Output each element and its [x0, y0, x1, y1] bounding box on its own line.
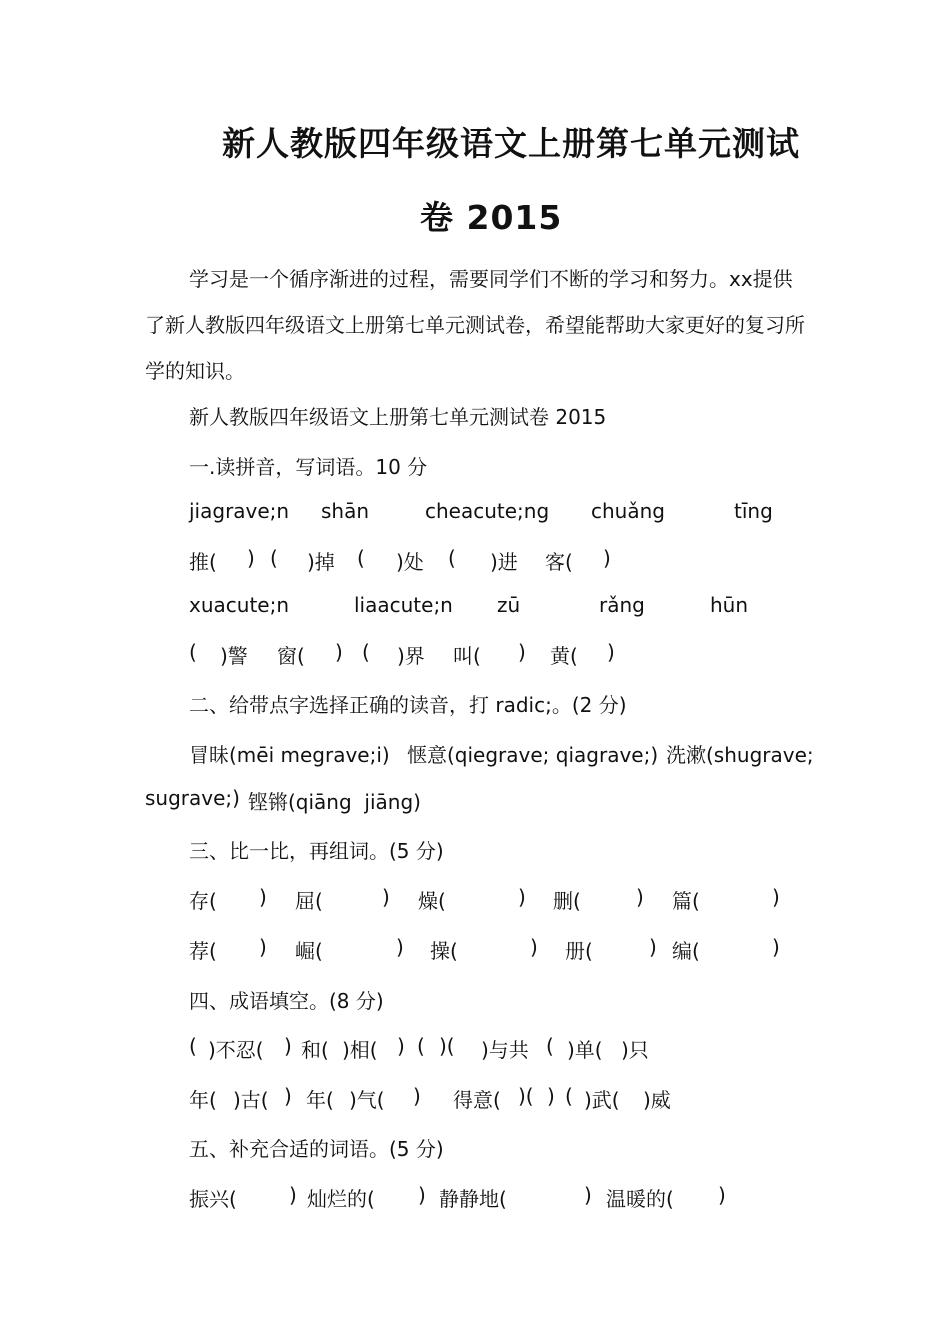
reading-option: 冒昧(mēi megrave;i)	[189, 743, 390, 767]
idiom-part: 和(	[301, 1038, 329, 1062]
compare-char: )	[259, 885, 267, 909]
pinyin-item: zū	[497, 593, 521, 617]
blank-part: (	[448, 546, 456, 570]
compare-char: 存(	[189, 889, 217, 913]
section5-heading: 五、补充合适的词语。(5 分)	[189, 1137, 444, 1161]
pinyin-item: liaacute;n	[354, 593, 453, 617]
blank-part: )	[603, 546, 611, 570]
compare-char: 册(	[565, 939, 593, 963]
idiom-part: )	[397, 1034, 405, 1058]
word-blank: 振兴(	[189, 1187, 237, 1211]
document-title-line1: 新人教版四年级语文上册第七单元测试	[222, 124, 800, 163]
blank-part: 黄(	[550, 644, 578, 668]
compare-char: )	[518, 885, 526, 909]
blank-part: 客(	[545, 550, 573, 574]
idiom-part: (	[565, 1084, 573, 1108]
pinyin-item: shān	[321, 499, 370, 523]
section2-heading: 二、给带点字选择正确的读音，打 radic;。(2 分)	[189, 693, 627, 717]
reading-option: 惬意(qiegrave; qiagrave;)	[407, 743, 659, 767]
compare-char: 荐(	[189, 939, 217, 963]
idiom-part: )气(	[349, 1088, 385, 1112]
blank-part: )	[518, 640, 526, 664]
reading-option: 洗漱(shugrave;	[666, 743, 814, 767]
compare-char: )	[772, 935, 780, 959]
blank-part: (	[270, 546, 278, 570]
subtitle: 新人教版四年级语文上册第七单元测试卷 2015	[189, 405, 607, 429]
pinyin-item: hūn	[710, 593, 749, 617]
blank-part: )掉	[307, 550, 335, 574]
compare-char: )	[259, 935, 267, 959]
idiom-part: 年(	[306, 1088, 334, 1112]
compare-char: )	[530, 935, 538, 959]
blank-part: (	[357, 546, 365, 570]
compare-char: 燥(	[418, 889, 446, 913]
idiom-part: (	[417, 1034, 425, 1058]
idiom-part: )	[547, 1084, 555, 1108]
pinyin-item: tīng	[734, 499, 773, 523]
pinyin-item: jiagrave;n	[189, 499, 290, 523]
word-blank: )	[718, 1183, 726, 1207]
word-blank: 静静地(	[439, 1187, 507, 1211]
idiom-part: )威	[643, 1088, 671, 1112]
idiom-part: )(	[518, 1084, 534, 1108]
idiom-part: 得意(	[453, 1088, 501, 1112]
word-blank: )	[584, 1183, 592, 1207]
compare-char: )	[649, 935, 657, 959]
idiom-part: )与共	[481, 1038, 529, 1062]
compare-char: 篇(	[672, 889, 700, 913]
idiom-part: )单(	[567, 1038, 603, 1062]
blank-part: )	[247, 546, 255, 570]
idiom-part: )	[284, 1034, 292, 1058]
section4-heading: 四、成语填空。(8 分)	[189, 989, 384, 1013]
idiom-part: 年(	[189, 1088, 217, 1112]
intro-paragraph	[145, 256, 810, 394]
compare-char: 崛(	[295, 939, 323, 963]
blank-part: )界	[397, 644, 425, 668]
pinyin-item: chuǎng	[591, 499, 665, 523]
blank-part: )处	[396, 550, 424, 574]
compare-char: )	[772, 885, 780, 909]
compare-char: 编(	[672, 939, 700, 963]
section3-heading: 三、比一比，再组词。(5 分)	[189, 839, 444, 863]
compare-char: 屈(	[295, 889, 323, 913]
document-title-line2: 卷 2015	[420, 198, 563, 237]
compare-char: )	[636, 885, 644, 909]
idiom-part: (	[189, 1034, 197, 1058]
blank-part: )进	[490, 550, 518, 574]
blank-part: 推(	[189, 550, 217, 574]
compare-char: 删(	[553, 889, 581, 913]
blank-part: )	[607, 640, 615, 664]
idiom-part: )武(	[584, 1088, 620, 1112]
word-blank: )	[289, 1183, 297, 1207]
compare-char: )	[382, 885, 390, 909]
compare-char: )	[396, 935, 404, 959]
pinyin-item: cheacute;ng	[425, 499, 550, 523]
blank-part: )	[335, 640, 343, 664]
reading-option: sugrave;)	[145, 786, 240, 810]
word-blank: )	[418, 1183, 426, 1207]
blank-part: (	[362, 640, 370, 664]
idiom-part: )不忍(	[208, 1038, 264, 1062]
idiom-part: )	[284, 1084, 292, 1108]
blank-part: 叫(	[453, 644, 481, 668]
pinyin-item: xuacute;n	[189, 593, 289, 617]
idiom-part: )相(	[342, 1038, 378, 1062]
compare-char: 操(	[430, 939, 458, 963]
intro-text: 学习是一个循序渐进的过程，需要同学们不断的学习和努力。xx提供了新人教版四年级语文上册第七单元测试卷，希望能帮助大家更好的复习所学的知识。	[145, 267, 805, 383]
reading-option: 铿锵(qiāng jiāng)	[248, 790, 421, 814]
section1-heading: 一.读拼音，写词语。10 分	[189, 455, 428, 479]
blank-part: (	[189, 640, 197, 664]
idiom-part: (	[546, 1034, 554, 1058]
pinyin-item: rǎng	[599, 593, 645, 617]
word-blank: 灿烂的(	[307, 1187, 375, 1211]
idiom-part: )只	[621, 1038, 649, 1062]
idiom-part: )	[413, 1084, 421, 1108]
idiom-part: )古(	[233, 1088, 269, 1112]
word-blank: 温暖的(	[606, 1187, 674, 1211]
idiom-part: )(	[439, 1034, 455, 1058]
blank-part: )警	[220, 644, 248, 668]
blank-part: 窗(	[277, 644, 305, 668]
